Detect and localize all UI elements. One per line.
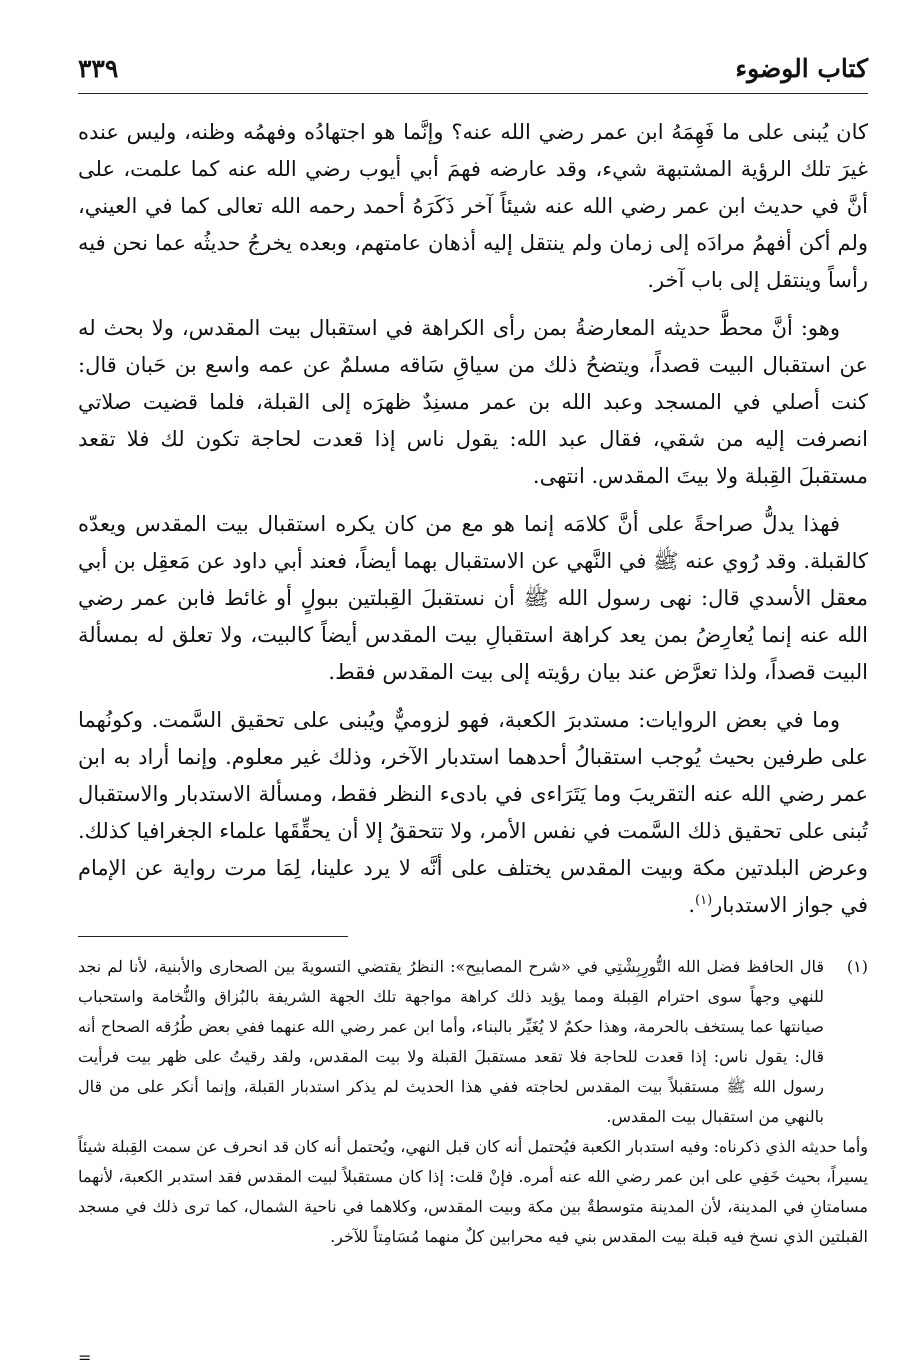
main-text <box>78 114 868 935</box>
paragraph-1: كان يُبنى على ما فَهِمَهُ ابن عمر رضي الله عنه؟ وإنَّما هو اجتهادُه وفهمُه وظنه، وليس عنده غيرَ تلك الرؤية المشتبهة شيء، وقد عارضه فهمَ أبي أيوب رضي الله عنه كما علمت، على أنَّ في حديث ابن عمر رضي الله عنه شيئاً آخر ذَكَرَهُ أحمد رحمه الله تعالى كما في العيني، ولم أكن أفهمُ مرادَه إلى زمان ولم ينتقل إليه أذهان عامتهم، وبعده يخرجُ حديثُه عما نحن فيه رأساً وينتقل إلى باب آخر. <box>78 120 868 292</box>
footnote-1 <box>78 952 868 1132</box>
page-number: ٣٣٩ <box>78 54 119 83</box>
chapter-title: كتاب الوضوء <box>735 54 868 83</box>
footnote-1-text: قال الحافظ فضل الله التُّورِبِشْتِي في «شرح المصابيح»: النظرُ يقتضي التسويةَ بين الصحارى والأبنية، لأنا لم نجد للنهي وجهاً سوى احترام القِبلة ومما يؤيد ذلك كراهة مواجهة تلك الجهة الشريفة بالبُزاق والنُّخامة واستحباب صيانتها عما يستخف بالحرمة، وهذا حكمٌ لا يُغَيِّر بالبناء، وأما ابن عمر رضي الله عنهما ففي بعض طُرُقه الصحاح أنه قال: يقول ناس: إذا قعدت للحاجة فلا تقعد مستقبلَ القبلة ولا بيت المقدس، ولقد رقيتُ على ظهر بيت فرأيت رسول الله ﷺ مستقبلاً بيت المقدس لحاجته ففي هذا الحديث لم يذكر استدبار القبلة، وإنما أنكر على من قال بالنهي من استقبال بيت المقدس. <box>78 957 824 1126</box>
page-header <box>78 52 868 92</box>
paragraph-4-end: . <box>688 893 695 917</box>
footnote-divider <box>78 936 348 937</box>
footnote-reference[interactable]: (١) <box>695 893 713 908</box>
footnote-1-continued: وأما حديثه الذي ذكرناه: وفيه استدبار الكعبة فيُحتمل أنه كان قبل النهي، ويُحتمل أنه كان قد انحرف عن سمت القِبلة شيئاً يسيراً، بحيث خَفِي على ابن عمر رضي الله عنه أمره. فإنْ قلت: إذا كان مستقبلاً لبيت المقدس فقد استدبر الكعبة، لأنهما مسامتانِ في المدينة، لأن المدينة متوسطةٌ بين مكة وبيت المقدس، وكلاهما في ناحية الشمال، كما ترى ذلك في مسجد القبلتين الذي نسخ فيه قبلة بيت المقدس بني فيه محرابين كلٌ منهما مُسَامِتاً للآخر. <box>78 1137 868 1246</box>
paragraph-3: فهذا يدلُّ صراحةً على أنَّ كلامَه إنما هو مع من كان يكره استقبال بيت المقدس ويعدّه كالقبلة. وقد رُوي عنه ﷺ في النَّهي عن الاستقبال بهما أيضاً، فعند أبي داود عن مَعقِل بن أبي معقل الأسدي قال: نهى رسول الله ﷺ أن نستقبلَ القِبلتين ببولٍ أو غائط فابن عمر رضي الله عنه إنما يُعارِضُ بمن يعد كراهة استقبالِ بيت المقدس أيضاً كالبيت، ولا تعلق له بمسألة البيت قصداً، ولذا تعرَّض عند بيان رؤيته إلى بيت المقدس فقط. <box>78 512 868 684</box>
footnote-number: (١) <box>846 957 868 976</box>
book-page <box>78 52 868 1367</box>
footnotes <box>78 952 868 1258</box>
paragraph-4-text: وما في بعض الروايات: مستدبرَ الكعبة، فهو لزوميٌّ ويُبنى على تحقيق السَّمت. وكونُهما على طرفين بحيث يُوجب استقبالُ أحدهما استدبار الآخر، وذلك غير معلوم. وإنما أراد به ابن عمر رضي الله عنه التقريبَ وما يَتَرَاءى في بادىء النظر فقط، ومسألة الاستدبار والاستقبال تُبنى على تحقيق ذلك السَّمت في نفس الأمر، ولا تتحققُ إلا أن يحقِّقَها علماء الجغرافيا كذلك. وعرض البلدتين مكة وبيت المقدس يختلف على أنَّه لا يرد علينا، لِمَا مرت رواية عن الإمام في جواز الاستدبار <box>78 708 868 917</box>
header-divider <box>78 93 868 94</box>
paragraph-2: وهو: أنَّ محطَّ حديثه المعارضةُ بمن رأى الكراهة في استقبال بيت المقدس، ولا بحث له عن استقبال البيت قصداً، ويتضحُ ذلك من سياقِ سَاقه مسلمٌ عن عمه واسع بن حَبان قال: كنت أصلي في المسجد وعبد الله بن عمر مسنِدٌ ظهرَه إلى القبلة، فلما قضيت صلاتي انصرفت إليه من شقي، فقال عبد الله: يقول ناس إذا قعدت لحاجة تكون لك فلا تقعد مستقبلَ القِبلة ولا بيتَ المقدس. انتهى. <box>78 316 868 488</box>
paragraph-4 <box>78 702 868 924</box>
continuation-mark: = <box>78 1348 92 1367</box>
